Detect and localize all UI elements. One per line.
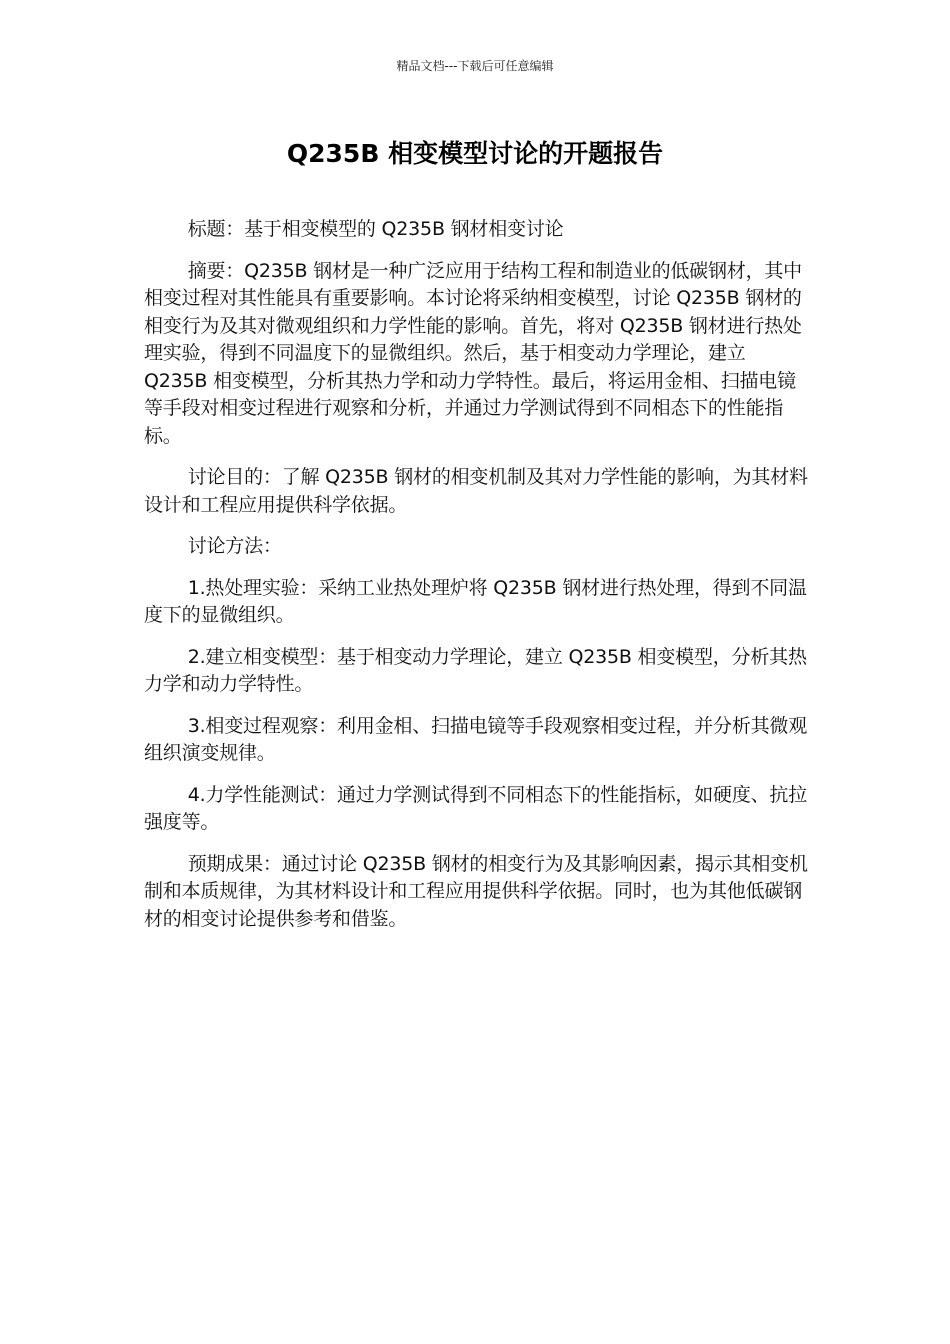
paragraph-method-4: 4.力学性能测试：通过力学测试得到不同相态下的性能指标，如硬度、抗拉强度等。 — [144, 783, 808, 833]
paragraph-expected-results: 预期成果：通过讨论 Q235B 钢材的相变行为及其影响因素，揭示其相变机制和本质规律，为其材料设计和工程应用提供科学依据。同时，也为其他低碳钢材的相变讨论提供参考和借鉴。 — [144, 852, 808, 930]
paragraph-method-3: 3.相变过程观察：利用金相、扫描电镜等手段观察相变过程，并分析其微观组织演变规律。 — [144, 714, 808, 764]
paragraph-methods-heading: 讨论方法： — [187, 535, 282, 557]
paragraph-purpose: 讨论目的：了解 Q235B 钢材的相变机制及其对力学性能的影响，为其材料设计和工程应用提供科学依据。 — [144, 466, 808, 516]
document-title: Q235B 相变模型讨论的开题报告 — [286, 139, 664, 168]
paragraph-method-2: 2.建立相变模型：基于相变动力学理论，建立 Q235B 相变模型，分析其热力学和动力学特性。 — [144, 645, 807, 695]
paragraph-subject: 标题：基于相变模型的 Q235B 钢材相变讨论 — [187, 218, 564, 240]
document-body — [144, 216, 812, 947]
paragraph-method-1: 1.热处理实验：采纳工业热处理炉将 Q235B 钢材进行热处理，得到不同温度下的显微组织。 — [144, 576, 807, 626]
paragraph-abstract: 摘要：Q235B 钢材是一种广泛应用于结构工程和制造业的低碳钢材，其中相变过程对其性能具有重要影响。本讨论将采纳相变模型，讨论 Q235B 钢材的相变行为及其对微观组织和力学性能的影响。首先，将对 Q235B 钢材进行热处理实验，得到不同温度下的显微组织。然后，基于相变动力学理论，建立 Q235B 相变模型，分析其热力学和动力学特性。最后，将运用金相、扫描电镜等手段对相变过程进行观察和分析，并通过力学测试得到不同相态下的性能指标。 — [144, 259, 802, 447]
header-note: 精品文档---下载后可任意编辑 — [396, 59, 554, 73]
